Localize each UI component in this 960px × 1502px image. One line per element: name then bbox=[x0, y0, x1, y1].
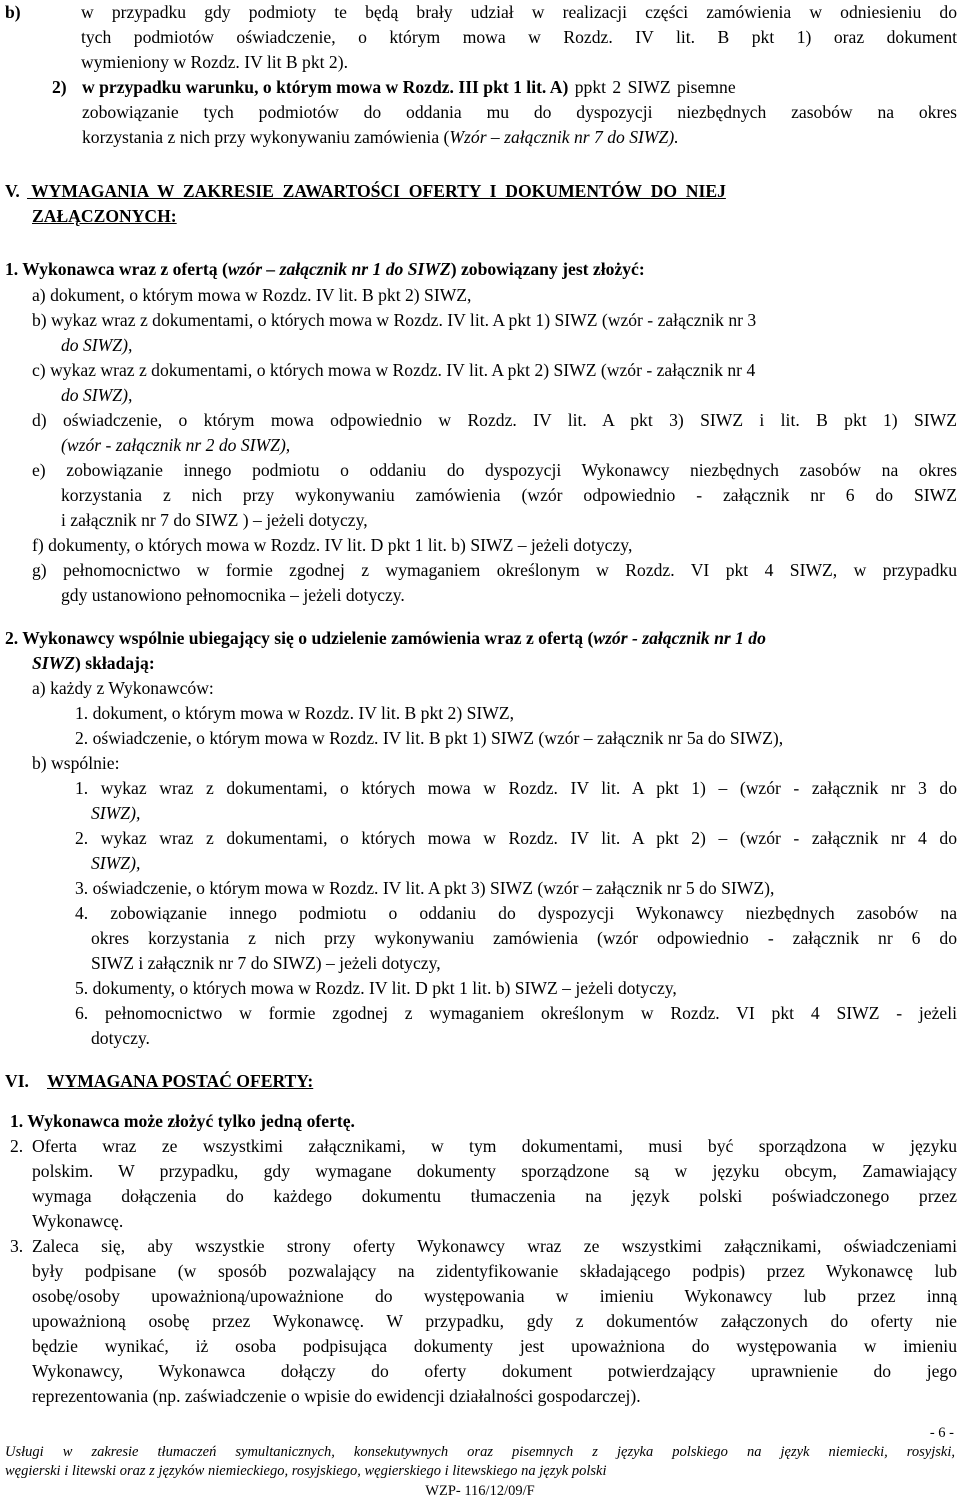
list-item: b) wykaz wraz z dokumentami, o których mowa w Rozdz. IV lit. A pkt 1) SIWZ (wzór - załącznik nr 3 bbox=[32, 310, 757, 330]
list-item-cont: do SIWZ), bbox=[61, 335, 133, 355]
section-vi-p3-line: Wykonawcy, Wykonawca dołączy do oferty dokument potwierdzający uprawnienie do jego bbox=[32, 1361, 957, 1381]
sub-item: 5. dokumenty, o których mowa w Rozdz. IV lit. D pkt 1 lit. b) SIWZ – jeżeli dotyczy, bbox=[75, 978, 677, 998]
item-2-label: 2) bbox=[52, 77, 67, 97]
section-v-title: ZAŁĄCZONYCH: bbox=[32, 206, 177, 226]
section-vi-p2-number: 2. bbox=[10, 1136, 24, 1156]
item-b-line: wymieniony w Rozdz. IV lit B pkt 2). bbox=[81, 52, 348, 72]
sub-item-cont: SIWZ i załącznik nr 7 do SIWZ) – jeżeli dotyczy, bbox=[91, 953, 441, 973]
sub-item: 1. wykaz wraz z dokumentami, o których mowa w Rozdz. IV lit. A pkt 1) – (wzór - załącznik nr 3 do bbox=[75, 778, 957, 798]
list-item-cont: (wzór - załącznik nr 2 do SIWZ), bbox=[61, 435, 291, 455]
section-vi-p2-line: polskim. W przypadku, gdy wymagane dokumenty sporządzone są w języku obcym, Zamawiający bbox=[32, 1161, 957, 1181]
sub-item-cont: SIWZ), bbox=[91, 803, 141, 823]
section-vi-title: WYMAGANA POSTAĆ OFERTY: bbox=[47, 1071, 314, 1091]
section-vi-p2-line: Wykonawcę. bbox=[32, 1211, 124, 1231]
section-vi-p2-line: Oferta wraz ze wszystkimi załącznikami, w tym dokumentami, musi być sporządzona w języku bbox=[32, 1136, 957, 1156]
item-2-line bbox=[82, 74, 736, 100]
list-item: f) dokumenty, o których mowa w Rozdz. IV lit. D pkt 1 lit. b) SIWZ – jeżeli dotyczy, bbox=[32, 535, 633, 555]
section-vi-p3-line: były podpisane (w sposób pozwalający na zidentyfikowanie składającego podpis) przez Wykonawcę lub bbox=[32, 1261, 957, 1281]
section-v-p2-heading bbox=[32, 650, 155, 676]
list-item: b) wspólnie: bbox=[32, 753, 120, 773]
list-item: e) zobowiązanie innego podmiotu o oddaniu do dyspozycji Wykonawcy niezbędnych zasobów na okres bbox=[32, 460, 957, 480]
list-item-cont: gdy ustanowiono pełnomocnika – jeżeli dotyczy. bbox=[61, 585, 405, 605]
list-item-cont: do SIWZ), bbox=[61, 385, 133, 405]
section-v-title: WYMAGANIA W ZAKRESIE ZAWARTOŚCI OFERTY I DOKUMENTÓW DO NIEJ bbox=[27, 181, 726, 201]
sub-item: 2. wykaz wraz z dokumentami, o których mowa w Rozdz. IV lit. A pkt 2) – (wzór - załącznik nr 4 do bbox=[75, 828, 957, 848]
section-v-p2-heading bbox=[5, 625, 766, 651]
sub-item: 1. dokument, o którym mowa w Rozdz. IV lit. B pkt 2) SIWZ, bbox=[75, 703, 514, 723]
list-item-cont: korzystania z nich przy wykonywaniu zamówienia (wzór odpowiednio - załącznik nr 6 do SIWZ bbox=[61, 485, 957, 505]
sub-item: 3. oświadczenie, o którym mowa w Rozdz. IV lit. A pkt 3) SIWZ (wzór – załącznik nr 5 do SIWZ), bbox=[75, 878, 775, 898]
heading-italic: wzór – załącznik nr 1 do SIWZ bbox=[227, 259, 451, 279]
list-item-cont: i załącznik nr 7 do SIWZ ) – jeżeli dotyczy, bbox=[61, 510, 368, 530]
footer-line: węgierski i litewski oraz z języków niemieckiego, rosyjskiego, węgierskiego i litewskiego na język polski bbox=[5, 1463, 607, 1479]
sub-item: 4. zobowiązanie innego podmiotu o oddaniu do dyspozycji Wykonawcy niezbędnych zasobów na bbox=[75, 903, 957, 923]
sub-item-cont: okres korzystania z nich przy wykonywaniu zamówienia (wzór odpowiednio - załącznik nr 6 do bbox=[91, 928, 957, 948]
list-item: a) każdy z Wykonawców: bbox=[32, 678, 214, 698]
heading-italic: SIWZ bbox=[32, 653, 76, 673]
item-2-rest: ppkt 2 SIWZ pisemne bbox=[568, 77, 736, 97]
heading-part: ) zobowiązany jest złożyć: bbox=[450, 259, 645, 279]
section-vi-p2-line: wymaga dołączenia do każdego dokumentu tłumaczenia na język polski poświadczonego przez bbox=[32, 1186, 957, 1206]
list-item: c) wykaz wraz z dokumentami, o których mowa w Rozdz. IV lit. A pkt 2) SIWZ (wzór - załącznik nr 4 bbox=[32, 360, 756, 380]
list-item: a) dokument, o którym mowa w Rozdz. IV lit. B pkt 2) SIWZ, bbox=[32, 285, 472, 305]
footer-reference: WZP- 116/12/09/F bbox=[425, 1483, 535, 1499]
item-2-plain: korzystania z nich przy wykonywaniu zamówienia ( bbox=[82, 127, 450, 147]
heading-part: 1. Wykonawca wraz z ofertą ( bbox=[5, 259, 228, 279]
heading-part: ) składają: bbox=[75, 653, 155, 673]
section-vi-number: VI. bbox=[5, 1071, 29, 1091]
section-vi-p3-line: reprezentowania (np. zaświadczenie o wpisie do ewidencji działalności gospodarczej). bbox=[32, 1386, 641, 1406]
footer-line: Usługi w zakresie tłumaczeń symultanicznych, konsekutywnych oraz pisemnych z języka polskiego na język niemiecki, rosyjski, bbox=[5, 1444, 955, 1460]
sub-item: 6. pełnomocnictwo w formie zgodnej z wymaganiem określonym w Rozdz. VI pkt 4 SIWZ - jeżeli bbox=[75, 1003, 957, 1023]
section-vi-p3-line: osobę/osoby upoważnioną/upoważnione do występowania w imieniu Wykonawcy lub przez inną bbox=[32, 1286, 957, 1306]
item-b-line: tych podmiotów oświadczenie, o którym mowa w Rozdz. IV lit. B pkt 1) oraz dokument bbox=[81, 27, 957, 47]
section-v-p1-heading bbox=[5, 256, 645, 282]
sub-item-cont: dotyczy. bbox=[91, 1028, 150, 1048]
item-b-label: b) bbox=[5, 2, 21, 22]
section-v-number: V. bbox=[5, 181, 20, 201]
section-vi-p1: 1. Wykonawca może złożyć tylko jedną ofertę. bbox=[10, 1111, 355, 1131]
heading-part: 2. Wykonawcy wspólnie ubiegający się o udzielenie zamówienia wraz z ofertą ( bbox=[5, 628, 594, 648]
item-2-bold: w przypadku warunku, o którym mowa w Rozdz. III pkt 1 lit. A) bbox=[82, 77, 569, 97]
item-2-italic: Wzór – załącznik nr 7 do SIWZ). bbox=[449, 127, 679, 147]
section-vi-p3-line: będzie wynikać, iż osoba podpisująca dokumenty jest upoważniona do występowania w imieniu bbox=[32, 1336, 957, 1356]
sub-item-cont: SIWZ), bbox=[91, 853, 141, 873]
sub-item: 2. oświadczenie, o którym mowa w Rozdz. IV lit. B pkt 1) SIWZ (wzór – załącznik nr 5a do SIWZ), bbox=[75, 728, 784, 748]
list-item: d) oświadczenie, o którym mowa odpowiednio w Rozdz. IV lit. A pkt 3) SIWZ i lit. B pkt 1) SIWZ bbox=[32, 410, 957, 430]
section-vi-p3-line: Zaleca się, aby wszystkie strony oferty Wykonawcy wraz ze wszystkimi załącznikami, oświadczeniami bbox=[32, 1236, 957, 1256]
section-vi-p3-number: 3. bbox=[10, 1236, 24, 1256]
item-2-line bbox=[82, 124, 679, 150]
item-b-line: w przypadku gdy podmioty te będą brały udział w realizacji części zamówienia w odniesieniu do bbox=[81, 2, 957, 22]
heading-italic: wzór - załącznik nr 1 do bbox=[593, 628, 766, 648]
section-vi-p3-line: upoważnioną osobę przez Wykonawcę. W przypadku, gdy z dokumentów załączonych do oferty nie bbox=[32, 1311, 957, 1331]
list-item: g) pełnomocnictwo w formie zgodnej z wymaganiem określonym w Rozdz. VI pkt 4 SIWZ, w przypadku bbox=[32, 560, 957, 580]
item-2-line: zobowiązanie tych podmiotów do oddania mu do dyspozycji niezbędnych zasobów na okres bbox=[82, 102, 957, 122]
page-number: - 6 - bbox=[929, 1425, 954, 1441]
